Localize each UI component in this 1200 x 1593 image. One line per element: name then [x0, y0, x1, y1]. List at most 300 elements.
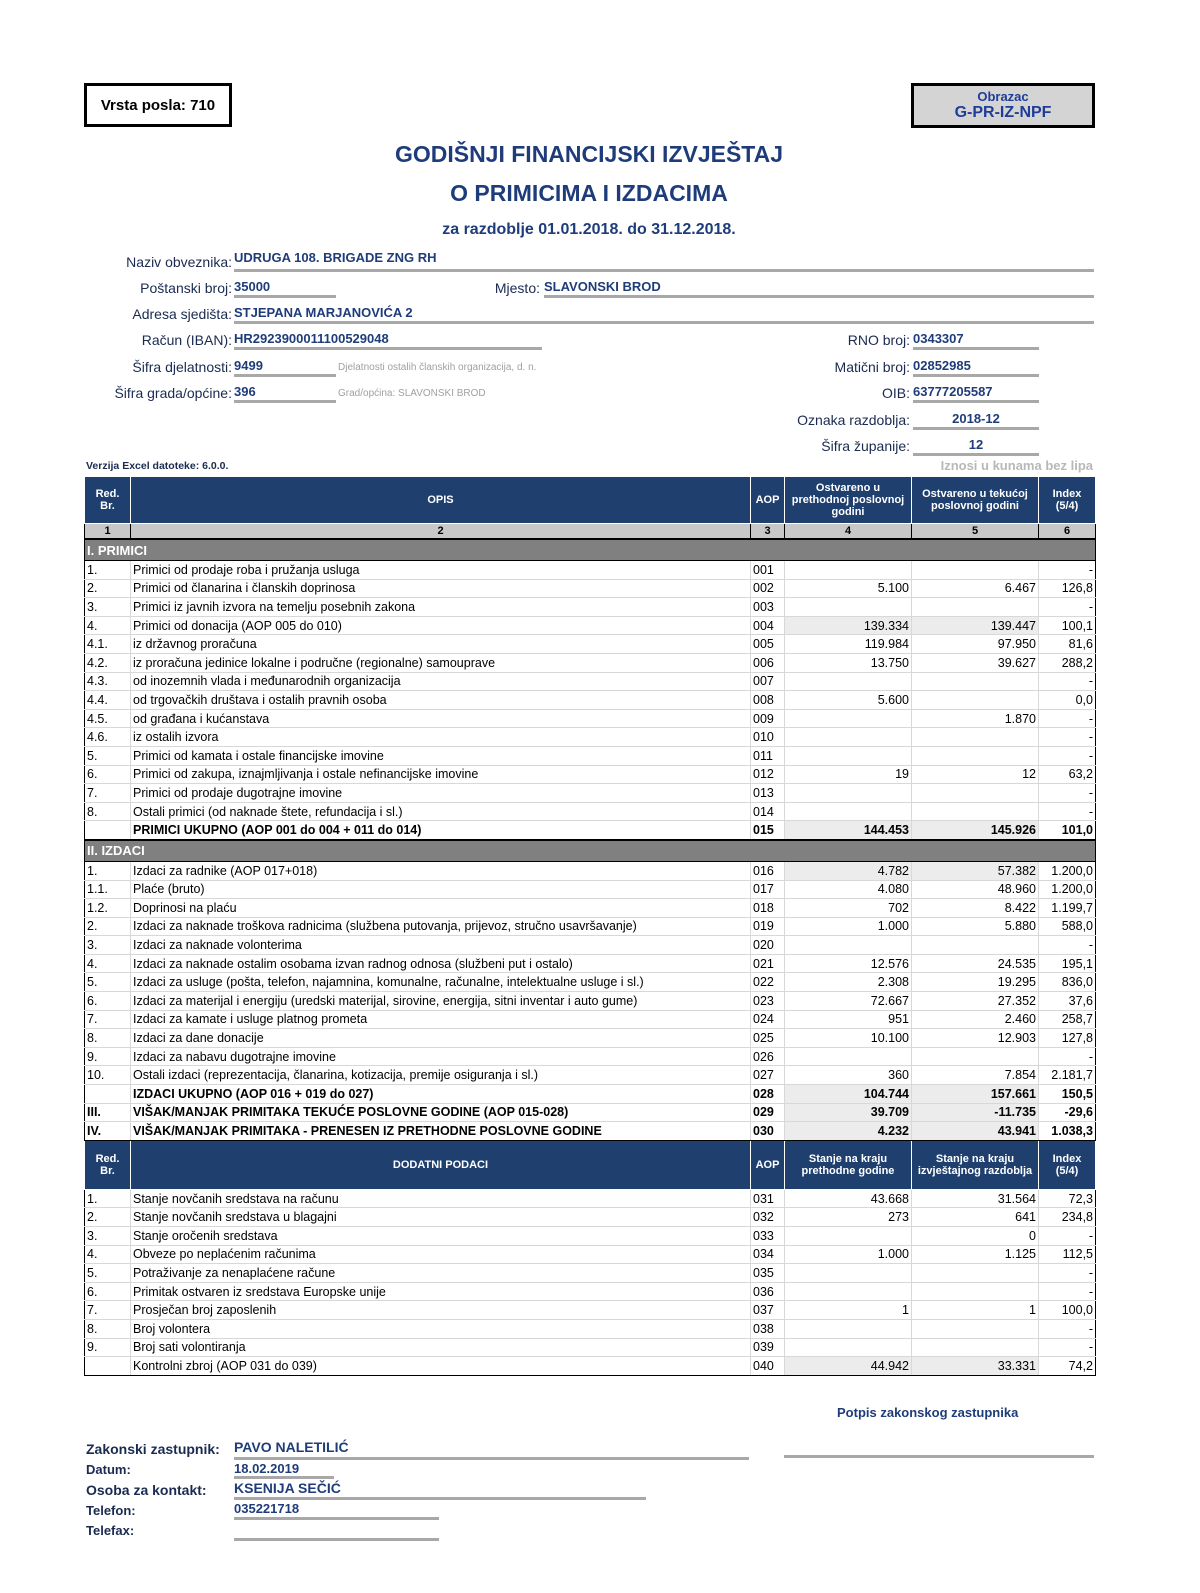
page-title: GODIŠNJI FINANCIJSKI IZVJEŠTAJ [394, 141, 784, 167]
row-red-br: 9. [85, 1338, 131, 1357]
row-index-value: - [1039, 1227, 1096, 1246]
row-opis: Primici od prodaje dugotrajne imovine [131, 784, 751, 803]
row-index-value: 258,7 [1039, 1010, 1096, 1029]
sifra-grada-field[interactable]: 396 [234, 384, 336, 403]
row-curr-value[interactable]: 19.295 [912, 973, 1039, 992]
mjesto-label: Mjesto: [494, 280, 540, 296]
row-aop: 040 [751, 1357, 785, 1376]
row-prev-value[interactable]: 273 [785, 1208, 912, 1227]
postanski-label: Poštanski broj: [140, 280, 232, 296]
row-index-value: - [1039, 784, 1096, 803]
row-curr-value[interactable]: 139.447 [912, 616, 1039, 635]
sifra-zupanije-field[interactable]: 12 [913, 437, 1039, 456]
table-header [85, 1140, 1096, 1189]
row-aop: 025 [751, 1029, 785, 1048]
row-prev-value[interactable] [785, 1319, 912, 1338]
row-curr-value[interactable]: 0 [912, 1227, 1039, 1246]
row-opis: Izdaci za materijal i energiju (uredski materijal, sirovine, energija, sitni inventar i auto gume) [131, 992, 751, 1011]
table-row [85, 765, 1096, 784]
row-red-br: 10. [85, 1066, 131, 1085]
row-red-br: 6. [85, 765, 131, 784]
maticni-field[interactable]: 02852985 [913, 358, 1039, 377]
row-aop: 020 [751, 936, 785, 955]
obrazac-box [911, 83, 1095, 128]
row-prev-value[interactable]: 44.942 [785, 1357, 912, 1376]
row-curr-value[interactable] [912, 598, 1039, 617]
row-red-br: 5. [85, 746, 131, 765]
row-opis: Izdaci za dane donacije [131, 1029, 751, 1048]
row-prev-value[interactable] [785, 709, 912, 728]
row-index-value: - [1039, 598, 1096, 617]
row-prev-value[interactable]: 5.600 [785, 691, 912, 710]
table-row [85, 1282, 1096, 1301]
table-row [85, 1338, 1096, 1357]
row-prev-value[interactable] [785, 802, 912, 821]
financial-table [84, 476, 1096, 1376]
maticni-label: Matični broj: [834, 359, 910, 375]
row-index-value: - [1039, 728, 1096, 747]
row-aop: 005 [751, 635, 785, 654]
row-index-value: - [1039, 936, 1096, 955]
row-red-br: 4.2. [85, 653, 131, 672]
kontakt-label: Osoba za kontakt: [86, 1482, 207, 1498]
header-curr-year: Ostvareno u tekućoj poslovnoj godini [912, 477, 1039, 524]
row-prev-value[interactable]: 139.334 [785, 616, 912, 635]
row-aop: 022 [751, 973, 785, 992]
row-index-value: 1.199,7 [1039, 899, 1096, 918]
row-prev-value[interactable]: 4.782 [785, 861, 912, 880]
row-opis: Ostali izdaci (reprezentacija, članarina, kotizacija, premije osiguranja i sl.) [131, 1066, 751, 1085]
row-opis: iz proračuna jedinice lokalne i područne (regionalne) samouprave [131, 653, 751, 672]
row-curr-value[interactable]: 31.564 [912, 1189, 1039, 1208]
row-curr-value[interactable]: 12.903 [912, 1029, 1039, 1048]
header-red-br: Red. Br. [85, 477, 131, 524]
datum-label: Datum: [86, 1462, 131, 1477]
row-red-br: 4. [85, 1245, 131, 1264]
row-aop: 014 [751, 802, 785, 821]
row-aop: 007 [751, 672, 785, 691]
row-red-br: 5. [85, 973, 131, 992]
row-index-value: 195,1 [1039, 954, 1096, 973]
row-aop: 033 [751, 1227, 785, 1246]
row-opis: Potraživanje za nenaplaćene račune [131, 1264, 751, 1283]
row-opis: iz državnog proračuna [131, 635, 751, 654]
row-aop: 021 [751, 954, 785, 973]
row-red-br: 7. [85, 784, 131, 803]
row-prev-value[interactable]: 4.232 [785, 1122, 912, 1141]
row-index-value: 126,8 [1039, 579, 1096, 598]
sifra-zupanije-label: Šifra županije: [821, 438, 910, 454]
row-opis: od građana i kućanstava [131, 709, 751, 728]
row-prev-value[interactable] [785, 561, 912, 580]
row-red-br: 1. [85, 1189, 131, 1208]
row-prev-value[interactable]: 12.576 [785, 954, 912, 973]
page-subtitle: O PRIMICIMA I IZDACIMA [450, 180, 728, 206]
row-index-value: - [1039, 1338, 1096, 1357]
oznaka-razdoblja-label: Oznaka razdoblja: [797, 412, 910, 428]
table-row [85, 1301, 1096, 1320]
row-opis: Izdaci za kamate i usluge platnog prometa [131, 1010, 751, 1029]
row-aop: 017 [751, 880, 785, 899]
row-curr-value[interactable] [912, 1282, 1039, 1301]
table-row [85, 691, 1096, 710]
header-prev-year: Ostvareno u prethodnoj poslovnoj godini [785, 477, 912, 524]
row-aop: 038 [751, 1319, 785, 1338]
column-index: 2 [131, 524, 751, 540]
mjesto-field[interactable]: SLAVONSKI BROD [544, 279, 1094, 298]
table-row [85, 728, 1096, 747]
row-red-br: 3. [85, 598, 131, 617]
row-opis: Primici od donacija (AOP 005 do 010) [131, 616, 751, 635]
row-curr-value[interactable]: 33.331 [912, 1357, 1039, 1376]
rno-label: RNO broj: [847, 332, 910, 348]
row-opis: Izdaci za radnike (AOP 017+018) [131, 861, 751, 880]
row-index-value: -29,6 [1039, 1103, 1096, 1122]
row-prev-value[interactable]: 360 [785, 1066, 912, 1085]
row-prev-value[interactable] [785, 1227, 912, 1246]
row-index-value: 1.200,0 [1039, 861, 1096, 880]
row-curr-value[interactable]: 57.382 [912, 861, 1039, 880]
row-opis: Obveze po neplaćenim računima [131, 1245, 751, 1264]
telefax-label: Telefax: [86, 1523, 135, 1538]
potpis-line[interactable] [784, 1455, 1094, 1458]
row-aop: 011 [751, 746, 785, 765]
table-row [85, 954, 1096, 973]
table-row [85, 1122, 1096, 1141]
row-prev-value[interactable]: 144.453 [785, 821, 912, 840]
sifra-grada-label: Šifra grada/općine: [114, 385, 232, 401]
zastupnik-label: Zakonski zastupnik: [86, 1441, 220, 1457]
row-opis: Primitak ostvaren iz sredstava Europske unije [131, 1282, 751, 1301]
row-curr-value[interactable]: 24.535 [912, 954, 1039, 973]
row-curr-value[interactable]: 2.460 [912, 1010, 1039, 1029]
table-row [85, 802, 1096, 821]
row-curr-value[interactable]: 7.854 [912, 1066, 1039, 1085]
row-curr-value[interactable] [912, 672, 1039, 691]
adresa-label: Adresa sjedišta: [132, 306, 232, 322]
header-opis: OPIS [131, 477, 751, 524]
row-index-value: - [1039, 802, 1096, 821]
row-index-value: 112,5 [1039, 1245, 1096, 1264]
row-red-br: 6. [85, 1282, 131, 1301]
row-prev-value[interactable]: 39.709 [785, 1103, 912, 1122]
row-opis: Izdaci za nabavu dugotrajne imovine [131, 1047, 751, 1066]
row-index-value: 63,2 [1039, 765, 1096, 784]
row-curr-value[interactable]: 145.926 [912, 821, 1039, 840]
table-row [85, 635, 1096, 654]
grad-opis: Grad/općina: SLAVONSKI BROD [338, 388, 486, 399]
row-aop: 006 [751, 653, 785, 672]
row-curr-value[interactable] [912, 936, 1039, 955]
row-aop: 003 [751, 598, 785, 617]
postanski-field[interactable]: 35000 [234, 279, 336, 298]
row-aop: 002 [751, 579, 785, 598]
row-index-value: - [1039, 1264, 1096, 1283]
row-index-value: 2.181,7 [1039, 1066, 1096, 1085]
iznosi-note: Iznosi u kunama bez lipa [940, 458, 1093, 473]
row-prev-value[interactable] [785, 1338, 912, 1357]
row-curr-value[interactable]: 5.880 [912, 917, 1039, 936]
row-aop: 001 [751, 561, 785, 580]
row-opis: PRIMICI UKUPNO (AOP 001 do 004 + 011 do 014) [131, 821, 751, 840]
row-aop: 032 [751, 1208, 785, 1227]
row-red-br: 8. [85, 1319, 131, 1338]
row-opis: Stanje oročenih sredstava [131, 1227, 751, 1246]
row-index-value: 1.200,0 [1039, 880, 1096, 899]
row-curr-value[interactable]: 1 [912, 1301, 1039, 1320]
adresa-field[interactable]: STJEPANA MARJANOVIĆA 2 [234, 305, 1094, 324]
row-opis: Plaće (bruto) [131, 880, 751, 899]
row-opis: Stanje novčanih sredstava u blagajni [131, 1208, 751, 1227]
iban-field[interactable]: HR2923900011100529048 [234, 331, 542, 350]
row-curr-value[interactable] [912, 802, 1039, 821]
row-index-value: 588,0 [1039, 917, 1096, 936]
sifra-djelatnosti-field[interactable]: 9499 [234, 358, 336, 377]
row-opis: VIŠAK/MANJAK PRIMITAKA TEKUĆE POSLOVNE GODINE (AOP 015-028) [131, 1103, 751, 1122]
row-opis: Stanje novčanih sredstava na računu [131, 1189, 751, 1208]
row-opis: Izdaci za usluge (pošta, telefon, najamnina, komunalne, računalne, intelektualne usluge i sl.) [131, 973, 751, 992]
table-row [85, 1245, 1096, 1264]
header-aop: AOP [751, 477, 785, 524]
row-curr-value[interactable] [912, 1338, 1039, 1357]
table-row [85, 1066, 1096, 1085]
table-row [85, 1010, 1096, 1029]
row-index-value: 37,6 [1039, 992, 1096, 1011]
row-prev-value[interactable]: 119.984 [785, 635, 912, 654]
zastupnik-field[interactable]: PAVO NALETILIĆ [234, 1439, 749, 1460]
row-red-br: 3. [85, 1227, 131, 1246]
row-index-value: 101,0 [1039, 821, 1096, 840]
row-red-br: 4. [85, 616, 131, 635]
row-opis: Primici iz javnih izvora na temelju posebnih zakona [131, 598, 751, 617]
row-aop: 013 [751, 784, 785, 803]
row-opis: VIŠAK/MANJAK PRIMITAKA - PRENESEN IZ PRETHODNE POSLOVNE GODINE [131, 1122, 751, 1141]
row-curr-value[interactable]: 8.422 [912, 899, 1039, 918]
telefon-field[interactable]: 035221718 [234, 1501, 439, 1520]
rno-field[interactable]: 0343307 [913, 331, 1039, 350]
row-aop: 035 [751, 1264, 785, 1283]
verzija-note: Verzija Excel datoteke: 6.0.0. [86, 460, 229, 472]
row-aop: 031 [751, 1189, 785, 1208]
kontakt-field[interactable]: KSENIJA SEČIĆ [234, 1480, 646, 1500]
row-index-value: 100,1 [1039, 616, 1096, 635]
row-prev-value[interactable]: 951 [785, 1010, 912, 1029]
table-row [85, 899, 1096, 918]
table-row [85, 746, 1096, 765]
column-index: 3 [751, 524, 785, 540]
row-opis: Prosječan broj zaposlenih [131, 1301, 751, 1320]
row-opis: Izdaci za naknade ostalim osobama izvan radnog odnosa (službeni put i ostalo) [131, 954, 751, 973]
row-prev-value[interactable]: 43.668 [785, 1189, 912, 1208]
table-row [85, 1264, 1096, 1283]
table-row [85, 709, 1096, 728]
row-prev-value[interactable]: 104.744 [785, 1085, 912, 1104]
potpis-label: Potpis zakonskog zastupnika [837, 1405, 1019, 1420]
oznaka-razdoblja-field[interactable]: 2018-12 [913, 411, 1039, 430]
row-opis: Doprinosi na plaću [131, 899, 751, 918]
row-red-br: 9. [85, 1047, 131, 1066]
row-curr-value[interactable]: 641 [912, 1208, 1039, 1227]
row-prev-value[interactable]: 1.000 [785, 1245, 912, 1264]
row-red-br: 8. [85, 802, 131, 821]
row-prev-value[interactable] [785, 1264, 912, 1283]
row-prev-value[interactable]: 13.750 [785, 653, 912, 672]
row-red-br [85, 821, 131, 840]
row-prev-value[interactable] [785, 598, 912, 617]
racun-label: Račun (IBAN): [141, 332, 232, 348]
row-curr-value[interactable] [912, 691, 1039, 710]
row-curr-value[interactable]: 27.352 [912, 992, 1039, 1011]
vrsta-posla-box [84, 83, 232, 127]
row-prev-value[interactable]: 72.667 [785, 992, 912, 1011]
row-aop: 016 [751, 861, 785, 880]
column-index: 6 [1039, 524, 1096, 540]
row-red-br: III. [85, 1103, 131, 1122]
row-prev-value[interactable]: 1 [785, 1301, 912, 1320]
table-row [85, 1227, 1096, 1246]
row-curr-value[interactable]: 48.960 [912, 880, 1039, 899]
row-index-value: - [1039, 709, 1096, 728]
row-aop: 028 [751, 1085, 785, 1104]
table-row [85, 1357, 1096, 1376]
row-red-br [85, 1357, 131, 1376]
oib-label: OIB: [881, 385, 910, 401]
row-index-value: - [1039, 1282, 1096, 1301]
row-red-br: 4.1. [85, 635, 131, 654]
row-prev-value[interactable] [785, 728, 912, 747]
row-prev-value[interactable] [785, 936, 912, 955]
row-index-value: 836,0 [1039, 973, 1096, 992]
row-aop: 037 [751, 1301, 785, 1320]
row-aop: 026 [751, 1047, 785, 1066]
row-prev-value[interactable] [785, 672, 912, 691]
table-row [85, 598, 1096, 617]
row-curr-value[interactable]: 1.870 [912, 709, 1039, 728]
row-curr-value[interactable]: 12 [912, 765, 1039, 784]
row-aop: 030 [751, 1122, 785, 1141]
row-prev-value[interactable]: 19 [785, 765, 912, 784]
row-red-br [85, 1085, 131, 1104]
row-opis: IZDACI UKUPNO (AOP 016 + 019 do 027) [131, 1085, 751, 1104]
row-index-value: 72,3 [1039, 1189, 1096, 1208]
row-red-br: 4.3. [85, 672, 131, 691]
row-curr-value[interactable]: 39.627 [912, 653, 1039, 672]
row-opis: Izdaci za naknade troškova radnicima (službena putovanja, prijevoz, stručno usavršavanje) [131, 917, 751, 936]
row-curr-value[interactable] [912, 1319, 1039, 1338]
row-curr-value[interactable] [912, 561, 1039, 580]
row-index-value: 0,0 [1039, 691, 1096, 710]
section-primici [85, 539, 1096, 561]
row-index-value: - [1039, 1319, 1096, 1338]
row-prev-value[interactable] [785, 784, 912, 803]
telefon-label: Telefon: [86, 1503, 136, 1518]
row-opis: Broj volontera [131, 1319, 751, 1338]
row-aop: 023 [751, 992, 785, 1011]
row-prev-value[interactable]: 4.080 [785, 880, 912, 899]
table-row [85, 1029, 1096, 1048]
row-index-value: 1.038,3 [1039, 1122, 1096, 1141]
row-curr-value[interactable] [912, 784, 1039, 803]
table-row [85, 973, 1096, 992]
table-row [85, 672, 1096, 691]
row-curr-value[interactable]: 157.661 [912, 1085, 1039, 1104]
row-index-value: 100,0 [1039, 1301, 1096, 1320]
row-curr-value[interactable] [912, 728, 1039, 747]
row-red-br: 1.1. [85, 880, 131, 899]
table-row [85, 1047, 1096, 1066]
row-prev-value[interactable] [785, 1047, 912, 1066]
djelatnost-opis: Djelatnosti ostalih članskih organizacija, d. n. [338, 362, 537, 373]
row-aop: 034 [751, 1245, 785, 1264]
table-row [85, 616, 1096, 635]
row-index-value: - [1039, 561, 1096, 580]
row-red-br: 3. [85, 936, 131, 955]
row-prev-value[interactable]: 2.308 [785, 973, 912, 992]
row-aop: 036 [751, 1282, 785, 1301]
row-red-br: 6. [85, 992, 131, 1011]
table-row [85, 653, 1096, 672]
oib-field[interactable]: 63777205587 [913, 384, 1039, 403]
row-curr-value[interactable]: 43.941 [912, 1122, 1039, 1141]
row-opis: Primici od zakupa, iznajmljivanja i ostale nefinancijske imovine [131, 765, 751, 784]
row-red-br: 8. [85, 1029, 131, 1048]
header-aop: AOP [751, 1140, 785, 1189]
row-curr-value[interactable]: -11.735 [912, 1103, 1039, 1122]
row-curr-value[interactable]: 6.467 [912, 579, 1039, 598]
table-row [85, 1319, 1096, 1338]
row-opis: Izdaci za naknade volonterima [131, 936, 751, 955]
row-prev-value[interactable]: 10.100 [785, 1029, 912, 1048]
datum-field[interactable]: 18.02.2019 [234, 1461, 334, 1479]
row-index-value: 288,2 [1039, 653, 1096, 672]
header-index: Index (5/4) [1039, 1140, 1096, 1189]
row-red-br: 4.4. [85, 691, 131, 710]
row-prev-value[interactable]: 1.000 [785, 917, 912, 936]
row-curr-value[interactable] [912, 1264, 1039, 1283]
table-row [85, 821, 1096, 840]
row-red-br: 1. [85, 861, 131, 880]
telefax-field[interactable] [234, 1522, 439, 1541]
header-red-br: Red. Br. [85, 1140, 131, 1189]
table-row [85, 936, 1096, 955]
table-row [85, 1208, 1096, 1227]
row-red-br: 1. [85, 561, 131, 580]
row-opis: iz ostalih izvora [131, 728, 751, 747]
row-red-br: 7. [85, 1301, 131, 1320]
row-prev-value[interactable] [785, 746, 912, 765]
row-index-value: 150,5 [1039, 1085, 1096, 1104]
naziv-field[interactable]: UDRUGA 108. BRIGADE ZNG RH [234, 250, 1094, 272]
row-curr-value[interactable] [912, 1047, 1039, 1066]
row-aop: 029 [751, 1103, 785, 1122]
column-index-row [85, 524, 1096, 540]
obrazac-code: G-PR-IZ-NPF [954, 104, 1052, 121]
row-aop: 018 [751, 899, 785, 918]
row-aop: 009 [751, 709, 785, 728]
header-index: Index (5/4) [1039, 477, 1096, 524]
row-index-value: 127,8 [1039, 1029, 1096, 1048]
row-curr-value[interactable]: 97.950 [912, 635, 1039, 654]
naziv-label: Naziv obveznika: [126, 254, 232, 270]
row-prev-value[interactable]: 702 [785, 899, 912, 918]
table-row [85, 784, 1096, 803]
row-curr-value[interactable]: 1.125 [912, 1245, 1039, 1264]
row-curr-value[interactable] [912, 746, 1039, 765]
row-prev-value[interactable] [785, 1282, 912, 1301]
row-prev-value[interactable]: 5.100 [785, 579, 912, 598]
row-opis: od trgovačkih društava i ostalih pravnih osoba [131, 691, 751, 710]
row-opis: od inozemnih vlada i međunarodnih organizacija [131, 672, 751, 691]
